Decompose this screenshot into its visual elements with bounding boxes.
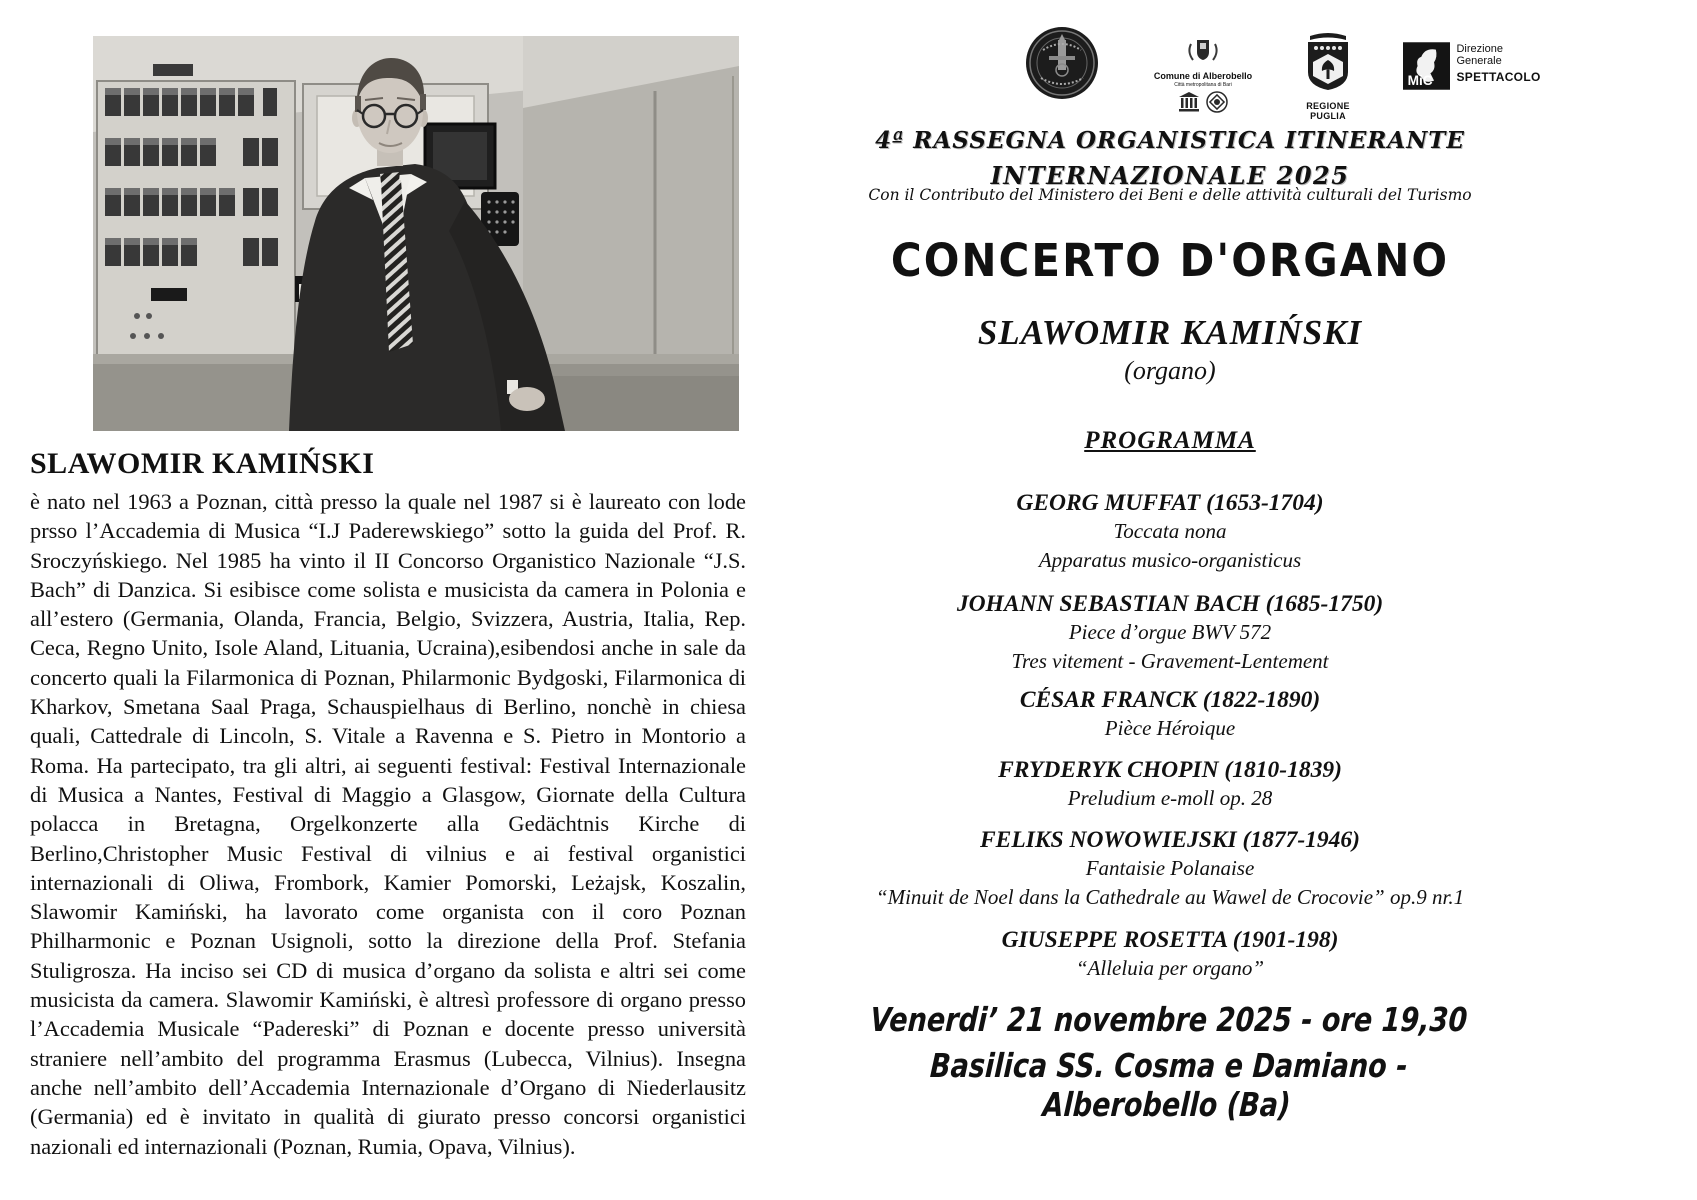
comune-subtitle: Città metropolitana di Bari xyxy=(1174,82,1232,88)
piece-title: Toccata nona xyxy=(1113,519,1227,543)
regione-puglia-shield-icon xyxy=(1301,32,1355,94)
event-venue: Basilica SS. Cosma e Damiano - Alberobello (Ba) xyxy=(929,1046,1409,1124)
comune-alberobello-logo xyxy=(1148,38,1258,113)
mic-spettacolo-label: SPETTACOLO xyxy=(1456,70,1541,84)
program-title-text: PROGRAMMA xyxy=(1084,427,1256,454)
organist-photo xyxy=(93,36,739,431)
program-title xyxy=(850,427,1490,455)
piece-title: “Alleluia per organo” xyxy=(1075,956,1265,980)
piece-title: Fantaisie Polanaise xyxy=(1085,856,1255,880)
program-item xyxy=(850,591,1490,676)
program-item xyxy=(850,757,1490,813)
unesco-emblem-icon xyxy=(1178,91,1200,113)
festival-contribution-note: Con il Contributo del Ministero dei Beni e delle attività culturali del Turismo xyxy=(868,186,1472,204)
piece-title: Tres vitement - Gravement-Lentement xyxy=(1011,649,1329,673)
event-datetime: Venerdi’ 21 novembre 2025 - ore 19,30 xyxy=(869,1000,1469,1039)
program-item xyxy=(850,687,1490,743)
heritage-emblem-icon xyxy=(1206,91,1228,113)
bio-heading: SLAWOMIR KAMIŃSKI xyxy=(30,447,375,480)
bio-paragraph: è nato nel 1963 a Poznan, città presso la quale nel 1987 si è laureato con lode prsso l’Accademia di Musica “I.J Paderewskiego” sotto la guida del Prof. R. Sroczyńskiego. Nel 1985 ha vinto il II Concorso Organistico Nazionale “J.S. Bach” di Danzica. Si esibisce come solista e musicista da camera in Polonia e all’estero (Germania, Olanda, Francia, Belgio, Svizzera, Austria, Italia, Rep. Ceca, Regno Unito, Isole Aland, Lituania, Ucraina),esibendosi anche in sale da concerto quali la Filarmonica di Poznan, Philarmonic Bydgoski, Filarmonica di Kharkov, Smetana Saal Praga, Schauspielhaus di Berlino, nonchè in chiesa quali, Cattedrale di Lincoln, S. Vitale a Ravenna e S. Pietro in Montorio a Roma. Ha partecipato, tra gli altri, ai seguenti festival: Festival Internazionale di Musica a Nantes, Festival di Maggio a Glasgow, Giornate della Cultura polacca in Bretagna, Orgelkonzerte alla Gedächtnis Kirche di Berlino,Christopher Music Festival di vilnius e ai festival organistici internazionali di Oliwa, Frombork, Kamier Pomorski, Leżajsk, Koszalin, Slawomir Kamiński, ha lavorato come organista con il coro Poznan Philharmonic e Poznan Usignoli, sotto la direzione della Prof. Stefania Stuligrosza. Ha inciso sei CD di musica d’organo da solista e altri sei come musicista da camera. Slawomir Kamiński, è altresì professore di organo presso l’Accademia Musicale “Padereski” di Poznan e docente presso università straniere nell’ambito del programma Erasmus (Lubecca, Vilnius). Insegna anche nell’ambito dell’Accademia Internazionale d’Organo di Niederlausitz (Germania) ed è invitato in qualità di giurato presso concorsi organistici nazionali ed internazionali (Poznan, Rumia, Opava, Vilnius). xyxy=(30,489,746,1159)
artist-name: SLAWOMIR KAMIŃSKI xyxy=(977,313,1363,352)
artist-instrument: (organo) xyxy=(1124,356,1216,385)
composer-name: FRYDERYK CHOPIN (1810-1839) xyxy=(998,757,1342,783)
piece-title: Preludium e-moll op. 28 xyxy=(1067,786,1273,810)
mic-profile-icon xyxy=(1403,40,1450,92)
mic-acronym: MiC xyxy=(1407,73,1433,89)
festival-title-line1: 4ª RASSEGNA ORGANISTICA ITINERANTE xyxy=(875,127,1465,154)
comune-title: Comune di Alberobello xyxy=(1153,71,1253,81)
piece-title: Piece d’orgue BWV 572 xyxy=(1068,620,1272,644)
regione-puglia-label: REGIONE PUGLIA xyxy=(1306,101,1350,121)
program-item xyxy=(850,490,1490,575)
round-seal-logo xyxy=(1025,26,1099,100)
composer-name: GEORG MUFFAT (1653-1704) xyxy=(1016,490,1324,516)
piece-title: Pièce Héroique xyxy=(1104,716,1236,740)
comune-crest-icon xyxy=(1183,38,1223,64)
program-item xyxy=(850,827,1490,912)
concert-title: CONCERTO D'ORGANO xyxy=(890,234,1450,287)
mic-logo xyxy=(1403,40,1543,92)
piece-title: Apparatus musico-organisticus xyxy=(1038,548,1302,572)
composer-name: FELIKS NOWOWIEJSKI (1877-1946) xyxy=(980,827,1360,853)
regione-puglia-logo xyxy=(1288,32,1368,121)
composer-name: JOHANN SEBASTIAN BACH (1685-1750) xyxy=(956,591,1384,617)
composer-name: GIUSEPPE ROSETTA (1901-198) xyxy=(1001,927,1339,953)
piece-title: “Minuit de Noel dans la Cathedrale au Wawel de Crocovie” op.9 nr.1 xyxy=(875,885,1465,909)
composer-name: CÉSAR FRANCK (1822-1890) xyxy=(1019,687,1321,713)
festival-title-line2: INTERNAZIONALE 2025 xyxy=(990,161,1350,190)
mic-direzione-label: Direzione Generale xyxy=(1456,43,1503,67)
program-item xyxy=(850,927,1490,983)
